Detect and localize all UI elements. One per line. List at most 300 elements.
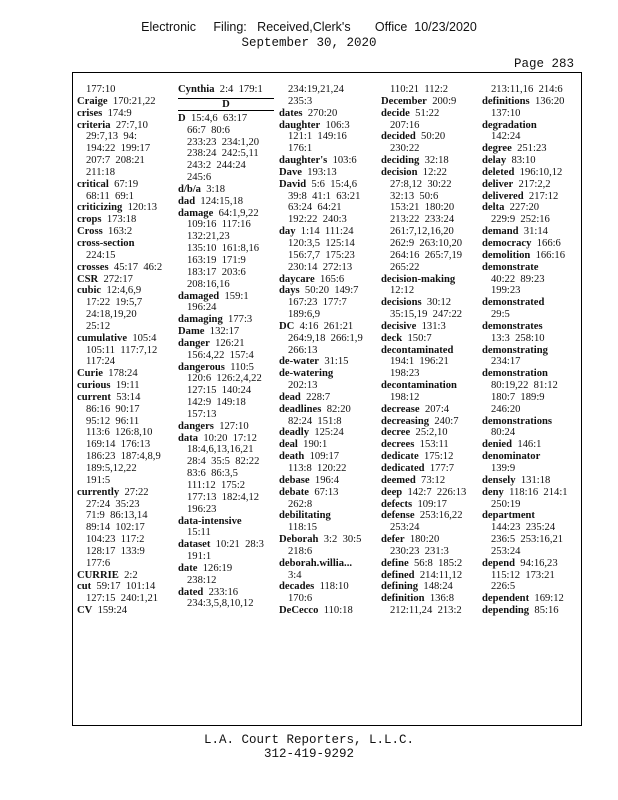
index-entry: [482, 143, 578, 155]
index-refs: 233:16: [203, 586, 239, 598]
index-continuation: 139:9: [491, 463, 516, 474]
index-keyword: deciding: [381, 155, 420, 167]
index-entry: [279, 285, 375, 297]
index-entry: [279, 274, 375, 286]
index-refs: 12:22: [417, 166, 447, 178]
index-keyword: deemed: [381, 474, 416, 486]
index-refs: 82:20: [321, 403, 351, 415]
index-entry: [279, 581, 375, 593]
index-keyword: decades: [279, 581, 315, 593]
index-keyword: department: [482, 510, 535, 522]
index-refs: 177:7: [424, 463, 454, 474]
index-entry: [482, 416, 578, 428]
index-entry: [482, 345, 578, 357]
index-refs: 136:20: [529, 95, 565, 107]
index-entry: [482, 475, 578, 487]
index-entry: [482, 297, 578, 309]
index-keyword: dedicate: [381, 451, 419, 463]
reporter-phone: 312-419-9292: [263, 747, 354, 761]
index-entry: [482, 510, 578, 522]
index-keyword: criticizing: [77, 202, 123, 214]
index-entry: [381, 274, 477, 286]
index-continuation: 253:24: [491, 545, 521, 557]
index-continuation: 89:14 102:17: [86, 522, 145, 534]
index-keyword: densely: [482, 474, 516, 486]
index-keyword: damage: [178, 207, 214, 219]
index-refs: 159:1: [219, 290, 249, 302]
index-entry: [77, 570, 173, 582]
index-continuation: 234:19,21,24: [288, 84, 344, 95]
index-continuation: 137:10: [491, 107, 521, 119]
index-refs: 190:1: [297, 439, 328, 451]
index-keyword: December: [381, 95, 427, 107]
index-entry: [279, 439, 375, 451]
index-refs: 146:1: [512, 439, 542, 451]
index-keyword: demonstrated: [482, 297, 545, 309]
index-entry: [178, 196, 274, 208]
index-keyword: dangerous: [178, 361, 225, 373]
index-refs: 253:16,22: [414, 510, 463, 522]
index-refs: 25:2,10: [410, 427, 448, 439]
index-entry: [381, 131, 477, 143]
index-refs: 166:6: [531, 237, 561, 249]
index-refs: 165:6: [314, 273, 345, 285]
index-continuation: 35:15,19 247:22: [390, 309, 463, 321]
index-entry: [482, 451, 578, 463]
index-keyword: cut: [77, 581, 92, 593]
index-entry: [178, 113, 274, 125]
index-continuation: 127:15 140:24: [187, 385, 252, 397]
index-keyword: date: [178, 562, 198, 574]
index-continuation: 82:24 151:8: [288, 415, 342, 427]
index-continuation: 183:17 203:6: [187, 266, 246, 278]
index-continuation: 212:11,24 213:2: [390, 605, 462, 617]
index-entry: [482, 262, 578, 274]
index-refs: 174:9: [102, 107, 132, 119]
index-keyword: definitions: [482, 95, 530, 107]
index-refs: 56:8 185:2: [408, 557, 463, 569]
index-keyword: crosses: [77, 261, 109, 273]
index-continuation: 109:16 117:16: [187, 219, 251, 231]
index-continuation: 180:7 189:9: [491, 391, 545, 403]
index-keyword: criteria: [77, 119, 111, 131]
index-entry: [77, 214, 173, 226]
index-continuation: 13:3 258:10: [491, 332, 545, 344]
index-continuation: 238:12: [187, 574, 217, 586]
index-refs: 200:9: [426, 95, 457, 107]
index-keyword: cross-section: [77, 237, 135, 249]
index-keyword: Dave: [279, 166, 302, 178]
index-continuation: 191:5: [86, 474, 111, 486]
index-keyword: dead: [279, 391, 301, 403]
index-keyword: dad: [178, 195, 196, 207]
index-continuation: 15:11: [187, 527, 211, 539]
index-continuation: 95:12 96:11: [86, 415, 140, 427]
index-continuation: 142:9 149:18: [187, 397, 246, 409]
index-continuation: 127:15 240:1,21: [86, 593, 159, 605]
index-continuation: 265:22: [390, 261, 420, 273]
index-refs: 131:3: [416, 320, 446, 332]
index-refs: 180:20: [404, 534, 440, 546]
index-entry: [178, 208, 274, 220]
index-keyword: decided: [381, 131, 416, 143]
index-keyword: curious: [77, 380, 111, 392]
index-continuation: 235:3: [288, 95, 313, 107]
index-entry: [381, 167, 477, 179]
index-continuation: 120:3,5 125:14: [288, 237, 355, 249]
index-keyword: CSR: [77, 273, 99, 285]
index-entry: [482, 321, 578, 333]
index-continuation: 128:17 133:9: [86, 545, 145, 557]
index-continuation: 266:13: [288, 344, 318, 356]
index-refs: 10:20 17:12: [198, 432, 257, 444]
index-entry: [77, 120, 173, 132]
index-continuation: 233:23 234:1,20: [187, 136, 260, 148]
index-entry: [381, 345, 477, 357]
index-keyword: Dame: [178, 326, 205, 338]
index-entry: [381, 321, 477, 333]
index-entry: [77, 108, 173, 120]
index-refs: 127:10: [213, 420, 249, 432]
index-entry: [77, 274, 173, 286]
index-continuation: 191:1: [187, 551, 212, 563]
index-continuation: 83:6 86:3,5: [187, 468, 238, 480]
index-continuation: 202:13: [288, 380, 318, 392]
index-entry: [482, 368, 578, 380]
index-entry: [178, 421, 274, 433]
index-keyword: decision-making: [381, 273, 456, 285]
index-refs: 2:2: [118, 569, 138, 581]
index-keyword: depend: [482, 557, 515, 569]
index-continuation: 68:11 69:1: [86, 190, 134, 202]
index-refs: 94:16,23: [514, 557, 558, 569]
index-keyword: delay: [482, 155, 507, 167]
index-refs: 30:12: [421, 297, 452, 309]
index-keyword: deal: [279, 439, 298, 451]
index-continuation: 132:21,23: [187, 231, 230, 243]
index-refs: 19:11: [110, 380, 140, 392]
index-keyword: debilitating: [279, 510, 331, 522]
index-refs: 4:16 261:21: [294, 320, 354, 332]
index-refs: 51:22: [409, 107, 440, 119]
index-continuation: 18:4,6,13,16,21: [187, 444, 254, 456]
index-continuation: 25:12: [86, 320, 111, 332]
index-entry: [279, 404, 375, 416]
index-entry: [178, 563, 274, 575]
index-entry: [279, 534, 375, 546]
index-entry: [482, 191, 578, 203]
index-keyword: DeCecco: [279, 605, 319, 617]
index-refs: 196:4: [309, 474, 340, 486]
index-refs: 126:21: [209, 337, 245, 349]
index-refs: 53:14: [110, 391, 141, 403]
index-refs: 251:23: [511, 143, 547, 155]
index-column-4: [381, 84, 477, 617]
index-entry: [178, 338, 274, 350]
index-continuation: 196:23: [187, 503, 217, 515]
index-entry: [77, 380, 173, 392]
index-refs: 136:8: [424, 593, 454, 605]
index-entry: [482, 179, 578, 191]
index-entry: [381, 439, 477, 451]
index-keyword: daughter's: [279, 155, 328, 167]
index-keyword: damaged: [178, 290, 220, 302]
index-keyword: dedicated: [381, 463, 425, 474]
index-refs: 27:7,10: [110, 119, 148, 131]
index-continuation: 194:22 199:17: [86, 143, 151, 155]
index-continuation: 177:10: [86, 84, 116, 95]
index-continuation: 207:16: [390, 119, 420, 131]
index-keyword: defects: [381, 498, 413, 510]
index-keyword: Curie: [77, 368, 103, 380]
index-continuation: 120:6 126:2,4,22: [187, 373, 262, 385]
index-continuation: 213:22 233:24: [390, 214, 455, 226]
index-keyword: daughter: [279, 119, 321, 131]
index-continuation: 238:24 242:5,11: [187, 148, 259, 160]
index-keyword: D: [178, 112, 186, 124]
index-keyword: delivered: [482, 190, 524, 202]
index-entry: [279, 605, 375, 617]
index-entry: [482, 238, 578, 250]
index-keyword: degree: [482, 143, 512, 155]
index-continuation: 27:24 35:23: [86, 498, 140, 510]
index-entry: [279, 475, 375, 487]
index-keyword: decision: [381, 166, 418, 178]
index-entry: [178, 539, 274, 551]
index-keyword: denied: [482, 439, 513, 451]
index-refs: 110:18: [318, 605, 353, 617]
deposition-date: September 30, 2020: [241, 36, 377, 50]
index-refs: 59:17 101:14: [91, 581, 156, 593]
index-keyword: decrease: [381, 403, 420, 415]
index-continuation: 253:24: [390, 522, 420, 534]
index-entry: [279, 510, 375, 522]
index-refs: 12:4,6,9: [101, 285, 142, 297]
index-entry: [381, 570, 477, 582]
index-refs: 132:17: [204, 326, 240, 338]
index-continuation: 218:6: [288, 545, 313, 557]
index-keyword: current: [77, 391, 111, 403]
index-refs: 67:19: [108, 178, 139, 190]
index-refs: 227:20: [504, 202, 540, 214]
index-keyword: deny: [482, 486, 504, 498]
index-refs: 125:24: [309, 427, 344, 439]
index-refs: 15:4,6 63:17: [185, 112, 248, 124]
index-continuation: 230:22: [390, 143, 420, 155]
index-keyword: DC: [279, 320, 295, 332]
index-keyword: deep: [381, 486, 403, 498]
index-continuation: 135:10 161:8,16: [187, 243, 260, 255]
index-refs: 131:18: [515, 474, 551, 486]
index-keyword: defined: [381, 569, 415, 581]
index-entry: [77, 285, 173, 297]
index-keyword: Cynthia: [178, 84, 215, 95]
index-refs: 118:10: [314, 581, 349, 593]
index-entry: [279, 226, 375, 238]
index-continuation: 40:22 89:23: [491, 273, 545, 285]
index-entry: [77, 392, 173, 404]
index-keyword: define: [381, 557, 409, 569]
index-refs: 64:1,9,22: [213, 207, 259, 219]
index-refs: 126:19: [197, 562, 233, 574]
index-continuation: 196:24: [187, 302, 217, 314]
index-entry: [77, 238, 173, 250]
index-continuation: 32:13 50:6: [390, 190, 439, 202]
index-entry: [482, 202, 578, 214]
index-entry: [178, 314, 274, 326]
index-continuation: 110:21 112:2: [390, 84, 449, 95]
index-keyword: damaging: [178, 314, 223, 326]
index-entry: [77, 368, 173, 380]
index-keyword: crops: [77, 214, 102, 226]
index-continuation: 167:23 177:7: [288, 297, 347, 309]
index-entry: [381, 108, 477, 120]
index-continuation: 117:24: [86, 356, 116, 368]
index-keyword: delta: [482, 202, 505, 214]
index-entry: [178, 184, 274, 196]
index-keyword: Craige: [77, 95, 108, 107]
index-keyword: decide: [381, 107, 410, 119]
index-keyword: demonstrations: [482, 415, 553, 427]
index-refs: 142:7 226:13: [402, 486, 467, 498]
index-entry: [77, 179, 173, 191]
index-entry: [381, 499, 477, 511]
index-entry: [482, 250, 578, 262]
index-entry: [482, 593, 578, 605]
index-continuation: 80:24: [491, 427, 516, 439]
index-entry: [178, 362, 274, 374]
index-keyword: demonstration: [482, 368, 548, 380]
index-refs: 118:16 214:1: [503, 486, 568, 498]
index-refs: 228:7: [300, 391, 331, 403]
index-keyword: deliver: [482, 178, 514, 190]
index-continuation: 213:11,16 214:6: [491, 84, 563, 95]
index-refs: 103:6: [327, 155, 357, 167]
index-continuation: 177:6: [86, 557, 111, 569]
index-entry: [77, 333, 173, 345]
index-keyword: demolition: [482, 249, 531, 261]
index-refs: 175:12: [418, 451, 454, 463]
index-continuation: 118:15: [288, 522, 318, 534]
index-continuation: 66:7 80:6: [187, 124, 230, 136]
index-continuation: 264:16 265:7,19: [390, 249, 463, 261]
index-entry: [381, 534, 477, 546]
index-continuation: 211:18: [86, 166, 116, 178]
index-entry: [279, 487, 375, 499]
index-continuation: 29:5: [491, 309, 510, 321]
index-keyword: decontamination: [381, 380, 457, 392]
index-refs: 173:18: [101, 214, 137, 226]
index-continuation: 208:16,16: [187, 278, 230, 290]
index-continuation: 27:8,12 30:22: [390, 178, 452, 190]
index-continuation: 176:1: [288, 143, 313, 155]
index-continuation: 199:23: [491, 285, 521, 297]
index-entry: [381, 463, 477, 475]
index-keyword: democracy: [482, 237, 532, 249]
index-continuation: 121:1 149:16: [288, 131, 347, 143]
index-entry: [381, 297, 477, 309]
index-keyword: d/b/a: [178, 183, 201, 195]
index-entry: [77, 487, 173, 499]
index-keyword: days: [279, 285, 300, 297]
index-keyword: debate: [279, 486, 310, 498]
index-keyword: debase: [279, 474, 310, 486]
index-continuation: 243:2 244:24: [187, 160, 246, 172]
index-keyword: demonstrate: [482, 261, 539, 273]
index-refs: 3:2 30:5: [318, 534, 362, 546]
index-keyword: deck: [381, 332, 403, 344]
index-continuation: 207:7 208:21: [86, 155, 145, 167]
index-keyword: depending: [482, 605, 530, 617]
index-column-1: [77, 84, 173, 617]
index-keyword: dependent: [482, 593, 530, 605]
index-continuation: 163:19 171:9: [187, 254, 246, 266]
index-continuation: 189:5,12,22: [86, 463, 137, 474]
index-keyword: defense: [381, 510, 415, 522]
index-continuation: 226:5: [491, 581, 516, 593]
index-entry: [178, 291, 274, 303]
index-keyword: degradation: [482, 119, 537, 131]
index-refs: 27:22: [119, 486, 149, 498]
index-keyword: daycare: [279, 273, 315, 285]
index-entry: [178, 587, 274, 599]
index-refs: 105:4: [127, 332, 157, 344]
index-keyword: de-watering: [279, 368, 334, 380]
index-continuation: 245:6: [187, 172, 212, 184]
index-continuation: 24:18,19,20: [86, 309, 137, 321]
filing-header: Electronic Filing: Received,Clerk's Office 10/23/2020: [141, 20, 477, 34]
index-refs: 159:24: [92, 605, 128, 617]
index-refs: 67:13: [309, 486, 339, 498]
index-refs: 150:7: [402, 332, 432, 344]
index-keyword: CURRIE: [77, 569, 119, 581]
index-column-3: [279, 84, 375, 617]
index-refs: 153:11: [414, 439, 449, 451]
index-entry: [482, 605, 578, 617]
index-continuation: 39:8 41:1 63:21: [288, 190, 361, 202]
index-continuation: 198:23: [390, 368, 420, 380]
index-keyword: dangers: [178, 420, 214, 432]
index-keyword: deleted: [482, 166, 515, 178]
index-continuation: 111:12 175:2: [187, 480, 246, 491]
index-keyword: crises: [77, 107, 103, 119]
index-continuation: 144:23 235:24: [491, 522, 556, 534]
index-entry: [482, 439, 578, 451]
index-keyword: CV: [77, 605, 93, 617]
index-entry: [178, 433, 274, 445]
index-column-2: [178, 84, 274, 610]
index-keyword: decrees: [381, 439, 415, 451]
index-refs: 193:13: [301, 166, 337, 178]
index-entry: [279, 368, 375, 380]
index-refs: 50:20 149:7: [299, 285, 359, 297]
index-continuation: 28:4 35:5 82:22: [187, 456, 260, 468]
reporter-company: L.A. Court Reporters, L.L.C.: [203, 733, 415, 747]
index-entry: [77, 202, 173, 214]
index-entry: [279, 321, 375, 333]
index-refs: 214:11,12: [414, 569, 463, 581]
index-keyword: deadlines: [279, 403, 322, 415]
index-keyword: defining: [381, 581, 419, 593]
index-entry: [77, 262, 173, 274]
index-continuation: 63:24 64:21: [288, 202, 342, 214]
index-continuation: 262:9 263:10,20: [390, 237, 463, 249]
index-entry: [381, 510, 477, 522]
index-entry: [482, 96, 578, 108]
index-refs: 169:12: [529, 593, 564, 605]
index-continuation: 250:19: [491, 498, 521, 510]
index-continuation: 264:9,18 266:1,9: [288, 332, 363, 344]
